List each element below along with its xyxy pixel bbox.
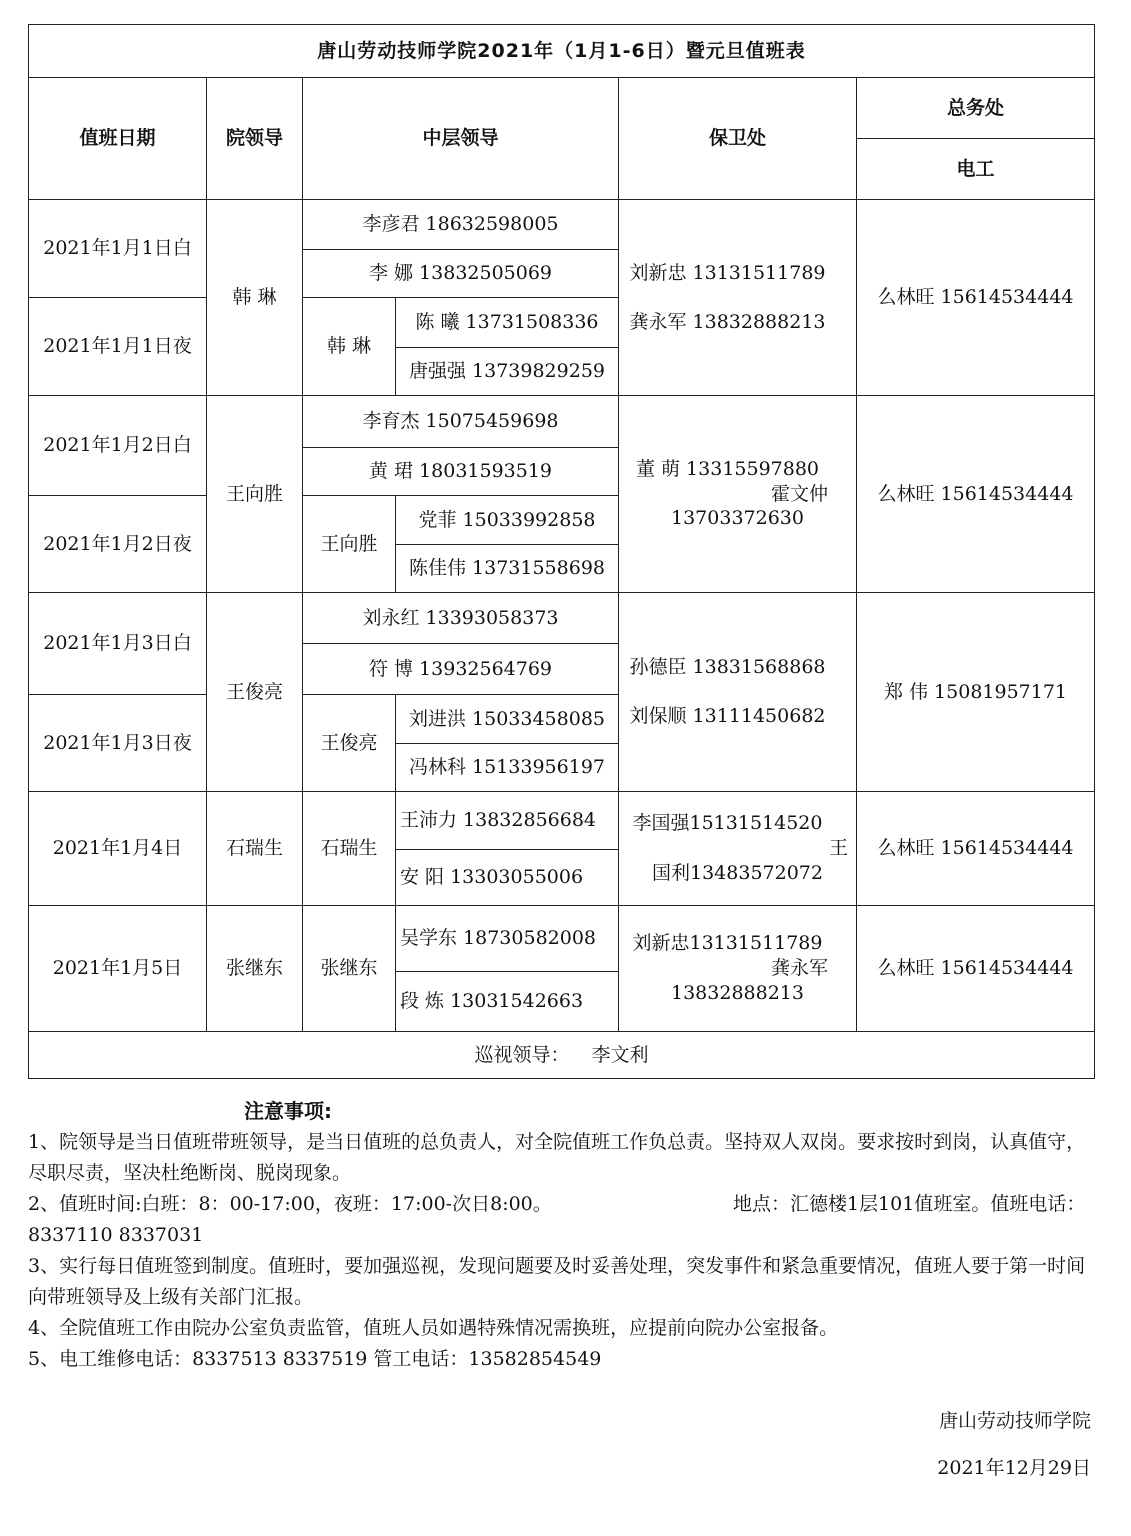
header-date: 值班日期 — [29, 78, 207, 200]
middle-leader: 张继东 — [303, 906, 396, 1032]
header-electrician: 电工 — [857, 139, 1095, 200]
security-cell — [619, 593, 857, 792]
note-item: 5、电工维修电话：8337513 8337519 管工电话：13582854549 — [28, 1348, 602, 1370]
header-leader: 院领导 — [207, 78, 303, 200]
middle-day-2: 黄 珺 18031593519 — [303, 448, 619, 496]
leader-cell: 石瑞生 — [207, 792, 303, 906]
middle-day-2: 符 博 13932564769 — [303, 644, 619, 695]
duty-table — [28, 24, 1095, 1079]
security-line-1: 董 萌 13315597880 — [635, 457, 820, 480]
security-cell — [619, 792, 857, 906]
header-security: 保卫处 — [619, 78, 857, 200]
leader-cell: 韩 琳 — [207, 200, 303, 396]
inspection-leader-name: 李文利 — [591, 1043, 649, 1066]
date-day: 2021年1月2日白 — [29, 396, 207, 496]
middle-night-1: 党菲 15033992858 — [396, 496, 619, 545]
header-general-affairs: 总务处 — [857, 78, 1095, 139]
electrician-cell: 么林旺 15614534444 — [857, 792, 1095, 906]
security-cell — [619, 200, 857, 396]
security-line-1: 孙德臣 13831568868 — [629, 656, 826, 679]
middle-duty-1: 王沛力 13832856684 — [396, 792, 619, 850]
leader-cell: 王俊亮 — [207, 593, 303, 792]
leader-cell: 张继东 — [207, 906, 303, 1032]
middle-leader: 石瑞生 — [303, 792, 396, 906]
date-night: 2021年1月3日夜 — [29, 695, 207, 792]
middle-day-2: 李 娜 13832505069 — [303, 250, 619, 298]
middle-night-leader: 王俊亮 — [303, 695, 396, 792]
middle-night-leader: 韩 琳 — [303, 298, 396, 396]
note-item: 4、全院值班工作由院办公室负责监管，值班人员如遇特殊情况需换班，应提前向院办公室报备。 — [28, 1317, 839, 1339]
date-cell: 2021年1月4日 — [29, 792, 207, 906]
security-line-1: 刘新忠 13131511789 — [629, 261, 826, 284]
date-night: 2021年1月2日夜 — [29, 496, 207, 593]
middle-day-1: 李彦君 18632598005 — [303, 200, 619, 250]
security-line-2: 霍文仲 — [770, 482, 828, 505]
note-item: 1、院领导是当日值班带班领导，是当日值班的总负责人，对全院值班工作负总责。坚持双人双岗。要求按时到岗，认真值守，尽职尽责，坚决杜绝断岗、脱岗现象。 — [28, 1131, 1086, 1184]
security-cell — [619, 396, 857, 593]
security-line-2: 龚永军 — [770, 957, 828, 980]
security-line-2: 刘保顺 13111450682 — [629, 705, 826, 727]
security-line-2: 龚永军 13832888213 — [629, 310, 826, 333]
security-line-1: 刘新忠13131511789 — [632, 932, 823, 955]
middle-day-1: 李育杰 15075459698 — [303, 396, 619, 448]
electrician-cell: 郑 伟 15081957171 — [857, 593, 1095, 792]
notes-title: 注意事项: — [244, 1099, 332, 1123]
leader-cell: 王向胜 — [207, 396, 303, 593]
page-title: 唐山劳动技师学院2021年（1月1-6日）暨元旦值班表 — [29, 25, 1095, 78]
date-day: 2021年1月3日白 — [29, 593, 207, 695]
electrician-cell: 么林旺 15614534444 — [857, 396, 1095, 593]
security-line-3: 13832888213 — [671, 981, 804, 1004]
middle-night-2: 冯林科 15133956197 — [396, 744, 619, 792]
note-item: 3、实行每日值班签到制度。值班时，要加强巡视，发现问题要及时妥善处理，突发事件和紧急重要情况，值班人要于第一时间向带班领导及上级有关部门汇报。 — [28, 1255, 1086, 1308]
electrician-cell: 么林旺 15614534444 — [857, 906, 1095, 1032]
security-line-3: 13703372630 — [671, 507, 804, 530]
middle-night-1: 陈 曦 13731508336 — [396, 298, 619, 348]
inspection-leader-row — [29, 1032, 1095, 1079]
security-line-3: 国利13483572072 — [652, 861, 823, 884]
security-line-2: 王 — [828, 837, 848, 860]
middle-duty-1: 吴学东 18730582008 — [396, 906, 619, 972]
middle-night-1: 刘进洪 15033458085 — [396, 695, 619, 744]
notes-section — [28, 1096, 1098, 1375]
security-line-1: 李国强15131514520 — [632, 812, 823, 835]
middle-day-1: 刘永红 13393058373 — [303, 593, 619, 644]
electrician-cell: 么林旺 15614534444 — [857, 200, 1095, 396]
middle-night-2: 陈佳伟 13731558698 — [396, 545, 619, 593]
signature-date: 2021年12月29日 — [937, 1457, 1091, 1479]
middle-duty-2: 安 阳 13303055006 — [396, 850, 619, 906]
note-item: 2、值班时间:白班：8：00-17:00，夜班：17:00-次日8:00。 地点：汇德楼1层101值班室。值班电话：8337110 8337031 — [28, 1193, 1086, 1246]
date-day: 2021年1月1日白 — [29, 200, 207, 298]
inspection-leader-label: 巡视领导： — [474, 1043, 570, 1066]
header-middle: 中层领导 — [303, 78, 619, 200]
middle-night-leader: 王向胜 — [303, 496, 396, 593]
middle-duty-2: 段 炼 13031542663 — [396, 972, 619, 1032]
signature-org: 唐山劳动技师学院 — [938, 1410, 1091, 1432]
date-night: 2021年1月1日夜 — [29, 298, 207, 396]
date-cell: 2021年1月5日 — [29, 906, 207, 1032]
middle-night-2: 唐强强 13739829259 — [396, 348, 619, 396]
security-cell — [619, 906, 857, 1032]
